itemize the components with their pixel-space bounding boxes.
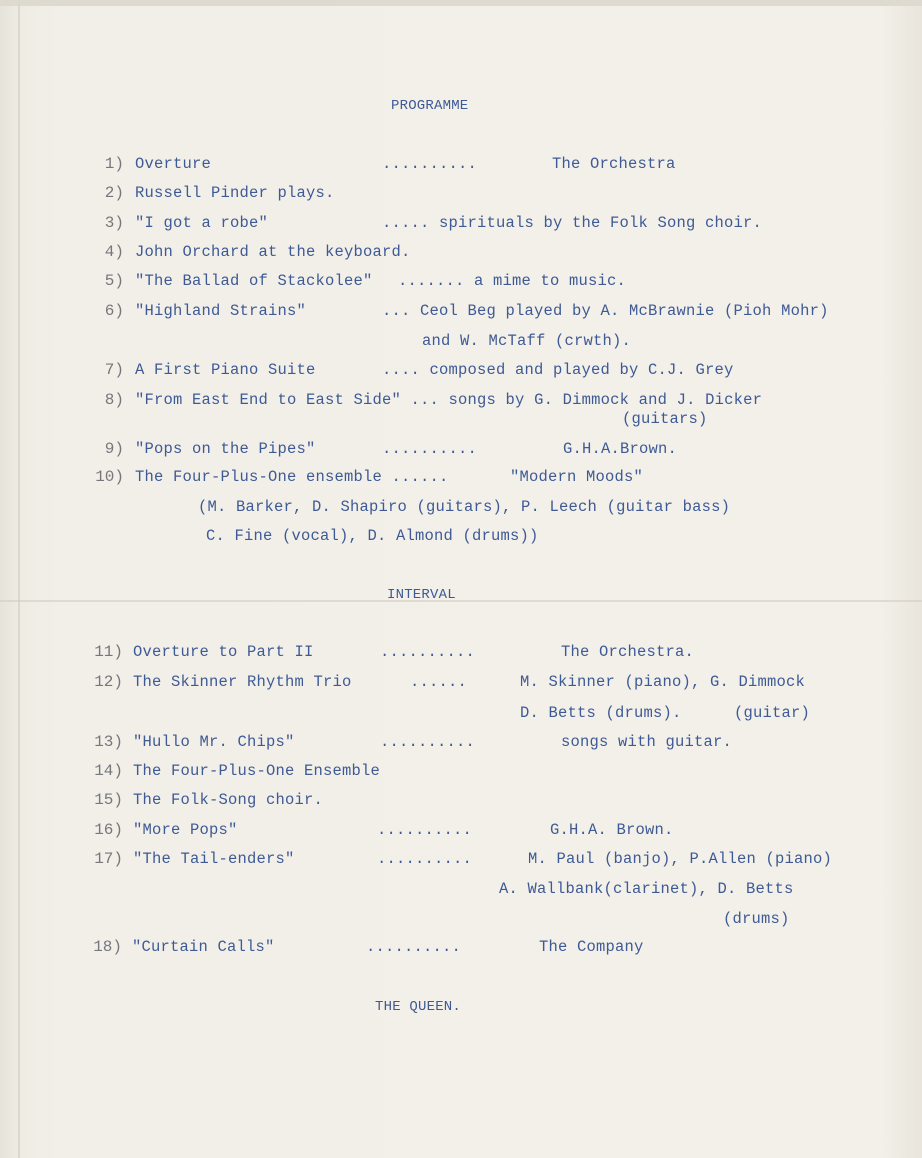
- item-performer-cont: and W. McTaff (crwth).: [422, 332, 632, 350]
- item-title: The Four-Plus-One Ensemble: [133, 762, 381, 780]
- paper-fold-horizontal: [0, 600, 922, 602]
- item-number: 9): [104, 440, 124, 458]
- item-number: 12): [94, 673, 123, 691]
- item-title: "From East End to East Side" ... songs by G. Dimmock and J. Dicker: [135, 391, 763, 409]
- item-performer: G.H.A.Brown.: [563, 440, 678, 458]
- item-performer: The Company: [539, 938, 644, 956]
- item-performer: ..... spirituals by the Folk Song choir.: [382, 214, 763, 232]
- item-performer-cont: D. Betts (drums).: [520, 704, 682, 722]
- item-title: The Folk-Song choir.: [133, 791, 324, 809]
- item-title: John Orchard at the keyboard.: [135, 243, 411, 261]
- item-subtitle: "Modern Moods": [510, 468, 644, 486]
- item-number: 1): [104, 155, 124, 173]
- item-title: "Curtain Calls": [132, 938, 275, 956]
- item-number: 7): [104, 361, 124, 379]
- paper-fold-vertical: [18, 0, 20, 1158]
- item-title: "The Tail-enders": [133, 850, 295, 868]
- item-title: A First Piano Suite: [135, 361, 316, 379]
- item-performer-cont: (guitar): [734, 704, 811, 722]
- item-title: "Pops on the Pipes": [135, 440, 316, 458]
- item-title: The Four-Plus-One ensemble ......: [135, 468, 449, 486]
- item-leader: ..........: [380, 733, 476, 751]
- item-number: 16): [94, 821, 123, 839]
- item-number: 6): [104, 302, 124, 320]
- item-number: 4): [104, 243, 124, 261]
- item-title: "The Ballad of Stackolee": [135, 272, 373, 290]
- item-leader: ......: [410, 673, 468, 691]
- item-number: 3): [104, 214, 124, 232]
- item-performer-cont: C. Fine (vocal), D. Almond (drums)): [206, 527, 539, 545]
- paper-top-edge: [0, 0, 922, 6]
- item-number: 10): [95, 468, 124, 486]
- item-performer: The Orchestra.: [561, 643, 695, 661]
- item-number: 17): [94, 850, 123, 868]
- item-title: "Hullo Mr. Chips": [133, 733, 295, 751]
- item-leader: ..........: [377, 821, 473, 839]
- item-performer: The Orchestra: [552, 155, 676, 173]
- item-number: 18): [93, 938, 122, 956]
- item-performer: ....... a mime to music.: [398, 272, 627, 290]
- item-performer: ... Ceol Beg played by A. McBrawnie (Pioh Mohr): [382, 302, 829, 320]
- item-leader: ..........: [382, 440, 478, 458]
- item-title: "More Pops": [133, 821, 238, 839]
- item-number: 5): [104, 272, 124, 290]
- item-title: Russell Pinder plays.: [135, 184, 335, 202]
- item-title: "I got a robe": [135, 214, 269, 232]
- item-leader: ..........: [366, 938, 462, 956]
- item-performer: songs with guitar.: [561, 733, 733, 751]
- item-leader: ..........: [377, 850, 473, 868]
- item-performer-cont: (guitars): [622, 410, 708, 428]
- item-number: 2): [104, 184, 124, 202]
- item-performer: .... composed and played by C.J. Grey: [382, 361, 734, 379]
- item-title: Overture to Part II: [133, 643, 314, 661]
- item-performer: M. Skinner (piano), G. Dimmock: [520, 673, 806, 691]
- item-number: 11): [94, 643, 123, 661]
- item-performer: M. Paul (banjo), P.Allen (piano): [528, 850, 833, 868]
- item-title: Overture: [135, 155, 212, 173]
- item-leader: ..........: [380, 643, 476, 661]
- programme-title: PROGRAMME: [391, 98, 469, 114]
- item-title: "Highland Strains": [135, 302, 307, 320]
- item-title: The Skinner Rhythm Trio: [133, 673, 352, 691]
- item-number: 8): [104, 391, 124, 409]
- item-performer: G.H.A. Brown.: [550, 821, 674, 839]
- item-performer: (M. Barker, D. Shapiro (guitars), P. Leech (guitar bass): [198, 498, 731, 516]
- closing-line: THE QUEEN.: [375, 999, 462, 1015]
- item-number: 14): [94, 762, 123, 780]
- item-number: 15): [94, 791, 123, 809]
- interval-heading: INTERVAL: [387, 587, 456, 603]
- item-performer-cont: A. Wallbank(clarinet), D. Betts: [499, 880, 794, 898]
- item-performer-cont: (drums): [723, 910, 790, 928]
- item-leader: ..........: [382, 155, 478, 173]
- item-number: 13): [94, 733, 123, 751]
